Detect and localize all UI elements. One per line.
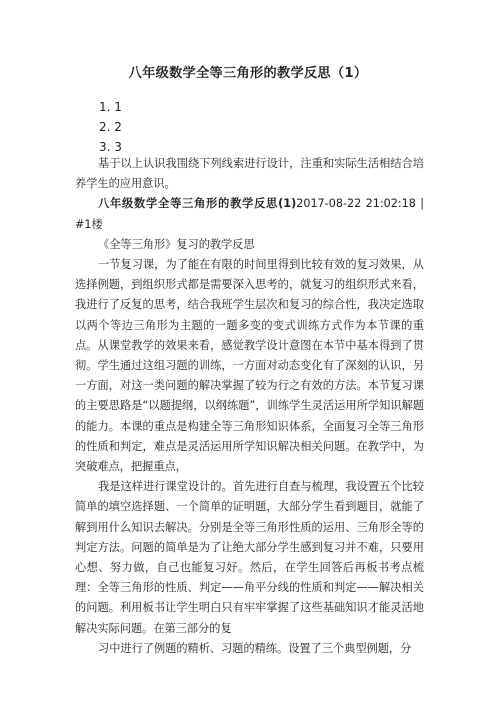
post-header bbox=[75, 194, 424, 234]
body-paragraph: 我是这样进行课堂设计的。首先进行自查与梳理，我设置五个比较简单的填空选择题、一个简单的证明题，大部分学生看到题目，就能了解到用什么知识去解决。分别是全等三角形性质的运用、三角形全等的判定方法。问题的简单是为了让绝大部分学生感到复习并不难，只要用心想、努力做，自己也能复习好。然后，在学生回答后再板书考点梳理：全等三角形的性质、判定——角平分线的性质和判定——解决相关的问题。利用板书让学生明白只有牢牢掌握了这些基础知识才能灵活地解决实际问题。在第三部分的复 bbox=[75, 480, 424, 635]
section-title: 《全等三角形》复习的教学反思 bbox=[98, 237, 255, 251]
numbered-list bbox=[99, 97, 122, 157]
document-title: 八年级数学全等三角形的教学反思（1） bbox=[128, 66, 368, 81]
list-item: 2. 2 bbox=[99, 120, 122, 134]
body-paragraph: 习中进行了例题的精析、习题的精练。设置了三个典型例题，分 bbox=[98, 641, 412, 655]
list-item: 1. 1 bbox=[99, 100, 122, 114]
body-paragraph: 一节复习课，为了能在有限的时间里得到比较有效的复习效果，从选择例题，到组织形式都是需要深入思考的，就复习的组织形式来看，我进行了反复的思考，结合我班学生层次和复习的综合性，我决定选取以两个等边三角形为主题的一题多变的变式训练方式作为本节课的重点。从课堂教学的效果来看，感觉教学设计意图在本节中基本得到了贯彻。学生通过这组习题的训练，一方面对动态变化有了深刻的认识，另一方面，对这一类问题的解决掌握了较为行之有效的方法。本节复习课的主要思路是“以题提纲，以纲练题”，训练学生灵活运用所学知识解题的能力。本课的重点是构建全等三角形知识体系，全面复习全等三角形的性质和判定，难点是灵活运用所学知识解决相关问题。在教学中，为突破难点，把握重点， bbox=[75, 258, 424, 474]
post-title: 八年级数学全等三角形的教学反思(1) bbox=[98, 197, 297, 211]
intro-paragraph: 基于以上认识我围绕下列线索进行设计，注重和实际生活相结合培养学生的应用意识。 bbox=[75, 157, 424, 191]
list-item: 3. 3 bbox=[99, 140, 122, 154]
document-body bbox=[75, 154, 424, 659]
post-meta: 2017-08-22 21:02:18 | #1楼 bbox=[75, 197, 424, 231]
